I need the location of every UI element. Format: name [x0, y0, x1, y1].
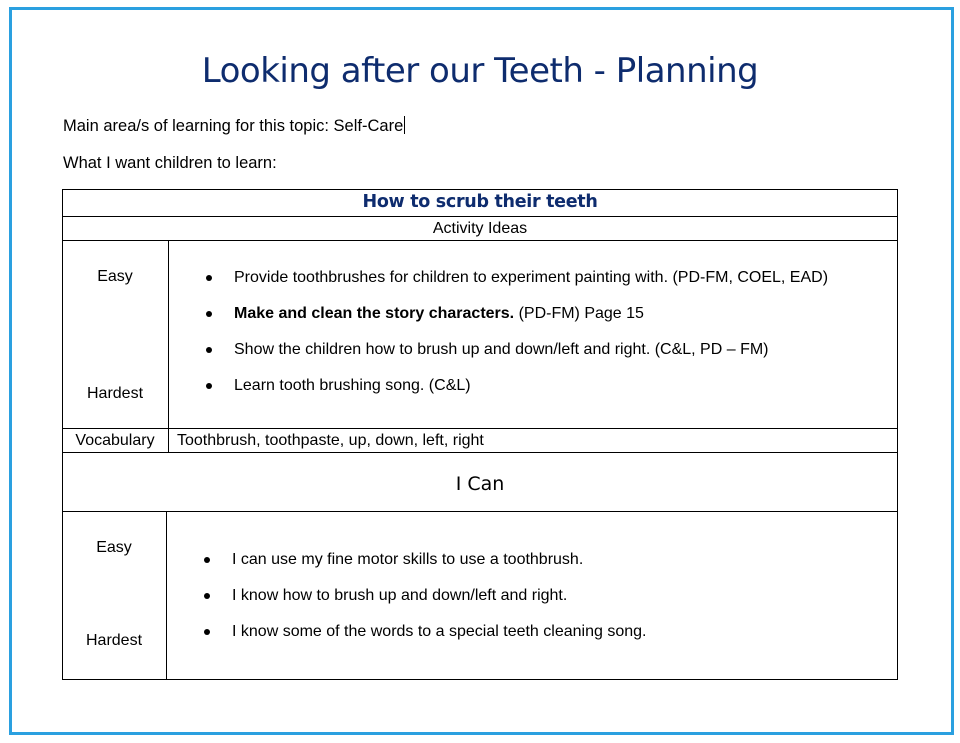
- main-area-text: Main area/s of learning for this topic: Self-Care: [63, 117, 404, 135]
- column-divider: [168, 240, 169, 452]
- bullet-icon: [206, 347, 212, 353]
- bullet-icon: [206, 275, 212, 281]
- table-heading: How to scrub their teeth: [362, 192, 598, 212]
- learn-intro: What I want children to learn:: [63, 154, 277, 172]
- list-item: Make and clean the story characters. (PD-FM) Page 15: [234, 304, 828, 324]
- bullet-icon: [204, 593, 210, 599]
- list-item: Provide toothbrushes for children to experiment painting with. (PD-FM, COEL, EAD): [234, 268, 828, 288]
- bullet-icon: [204, 557, 210, 563]
- bullet-icon: [204, 629, 210, 635]
- row-divider: [62, 511, 898, 512]
- row-divider: [62, 428, 898, 429]
- list-item: I can use my fine motor skills to use a toothbrush.: [232, 550, 646, 570]
- ican-list: [232, 550, 646, 642]
- easy-label: Easy: [97, 268, 133, 285]
- text-cursor: [404, 116, 405, 134]
- row-divider: [62, 240, 898, 241]
- ican-easy-label: Easy: [96, 539, 132, 556]
- list-item: I know some of the words to a special teeth cleaning song.: [232, 622, 646, 642]
- list-item: I know how to brush up and down/left and right.: [232, 586, 646, 606]
- row-divider: [62, 452, 898, 453]
- bullet-icon: [206, 311, 212, 317]
- vocabulary-label: Vocabulary: [75, 432, 155, 449]
- activity-ideas-label: Activity Ideas: [432, 220, 528, 237]
- hardest-label: Hardest: [86, 385, 144, 402]
- vocabulary-value: Toothbrush, toothpaste, up, down, left, right: [177, 432, 484, 449]
- page-title: Looking after our Teeth - Planning: [201, 51, 759, 91]
- list-item: Learn tooth brushing song. (C&L): [234, 376, 828, 396]
- column-divider: [166, 511, 167, 680]
- list-item: Show the children how to brush up and down/left and right. (C&L, PD – FM): [234, 340, 828, 360]
- main-area-line: [63, 116, 405, 136]
- bullet-icon: [206, 383, 212, 389]
- row-divider: [62, 216, 898, 217]
- ican-heading: I Can: [455, 473, 505, 495]
- ican-hardest-label: Hardest: [85, 632, 143, 649]
- activity-list: [234, 268, 828, 396]
